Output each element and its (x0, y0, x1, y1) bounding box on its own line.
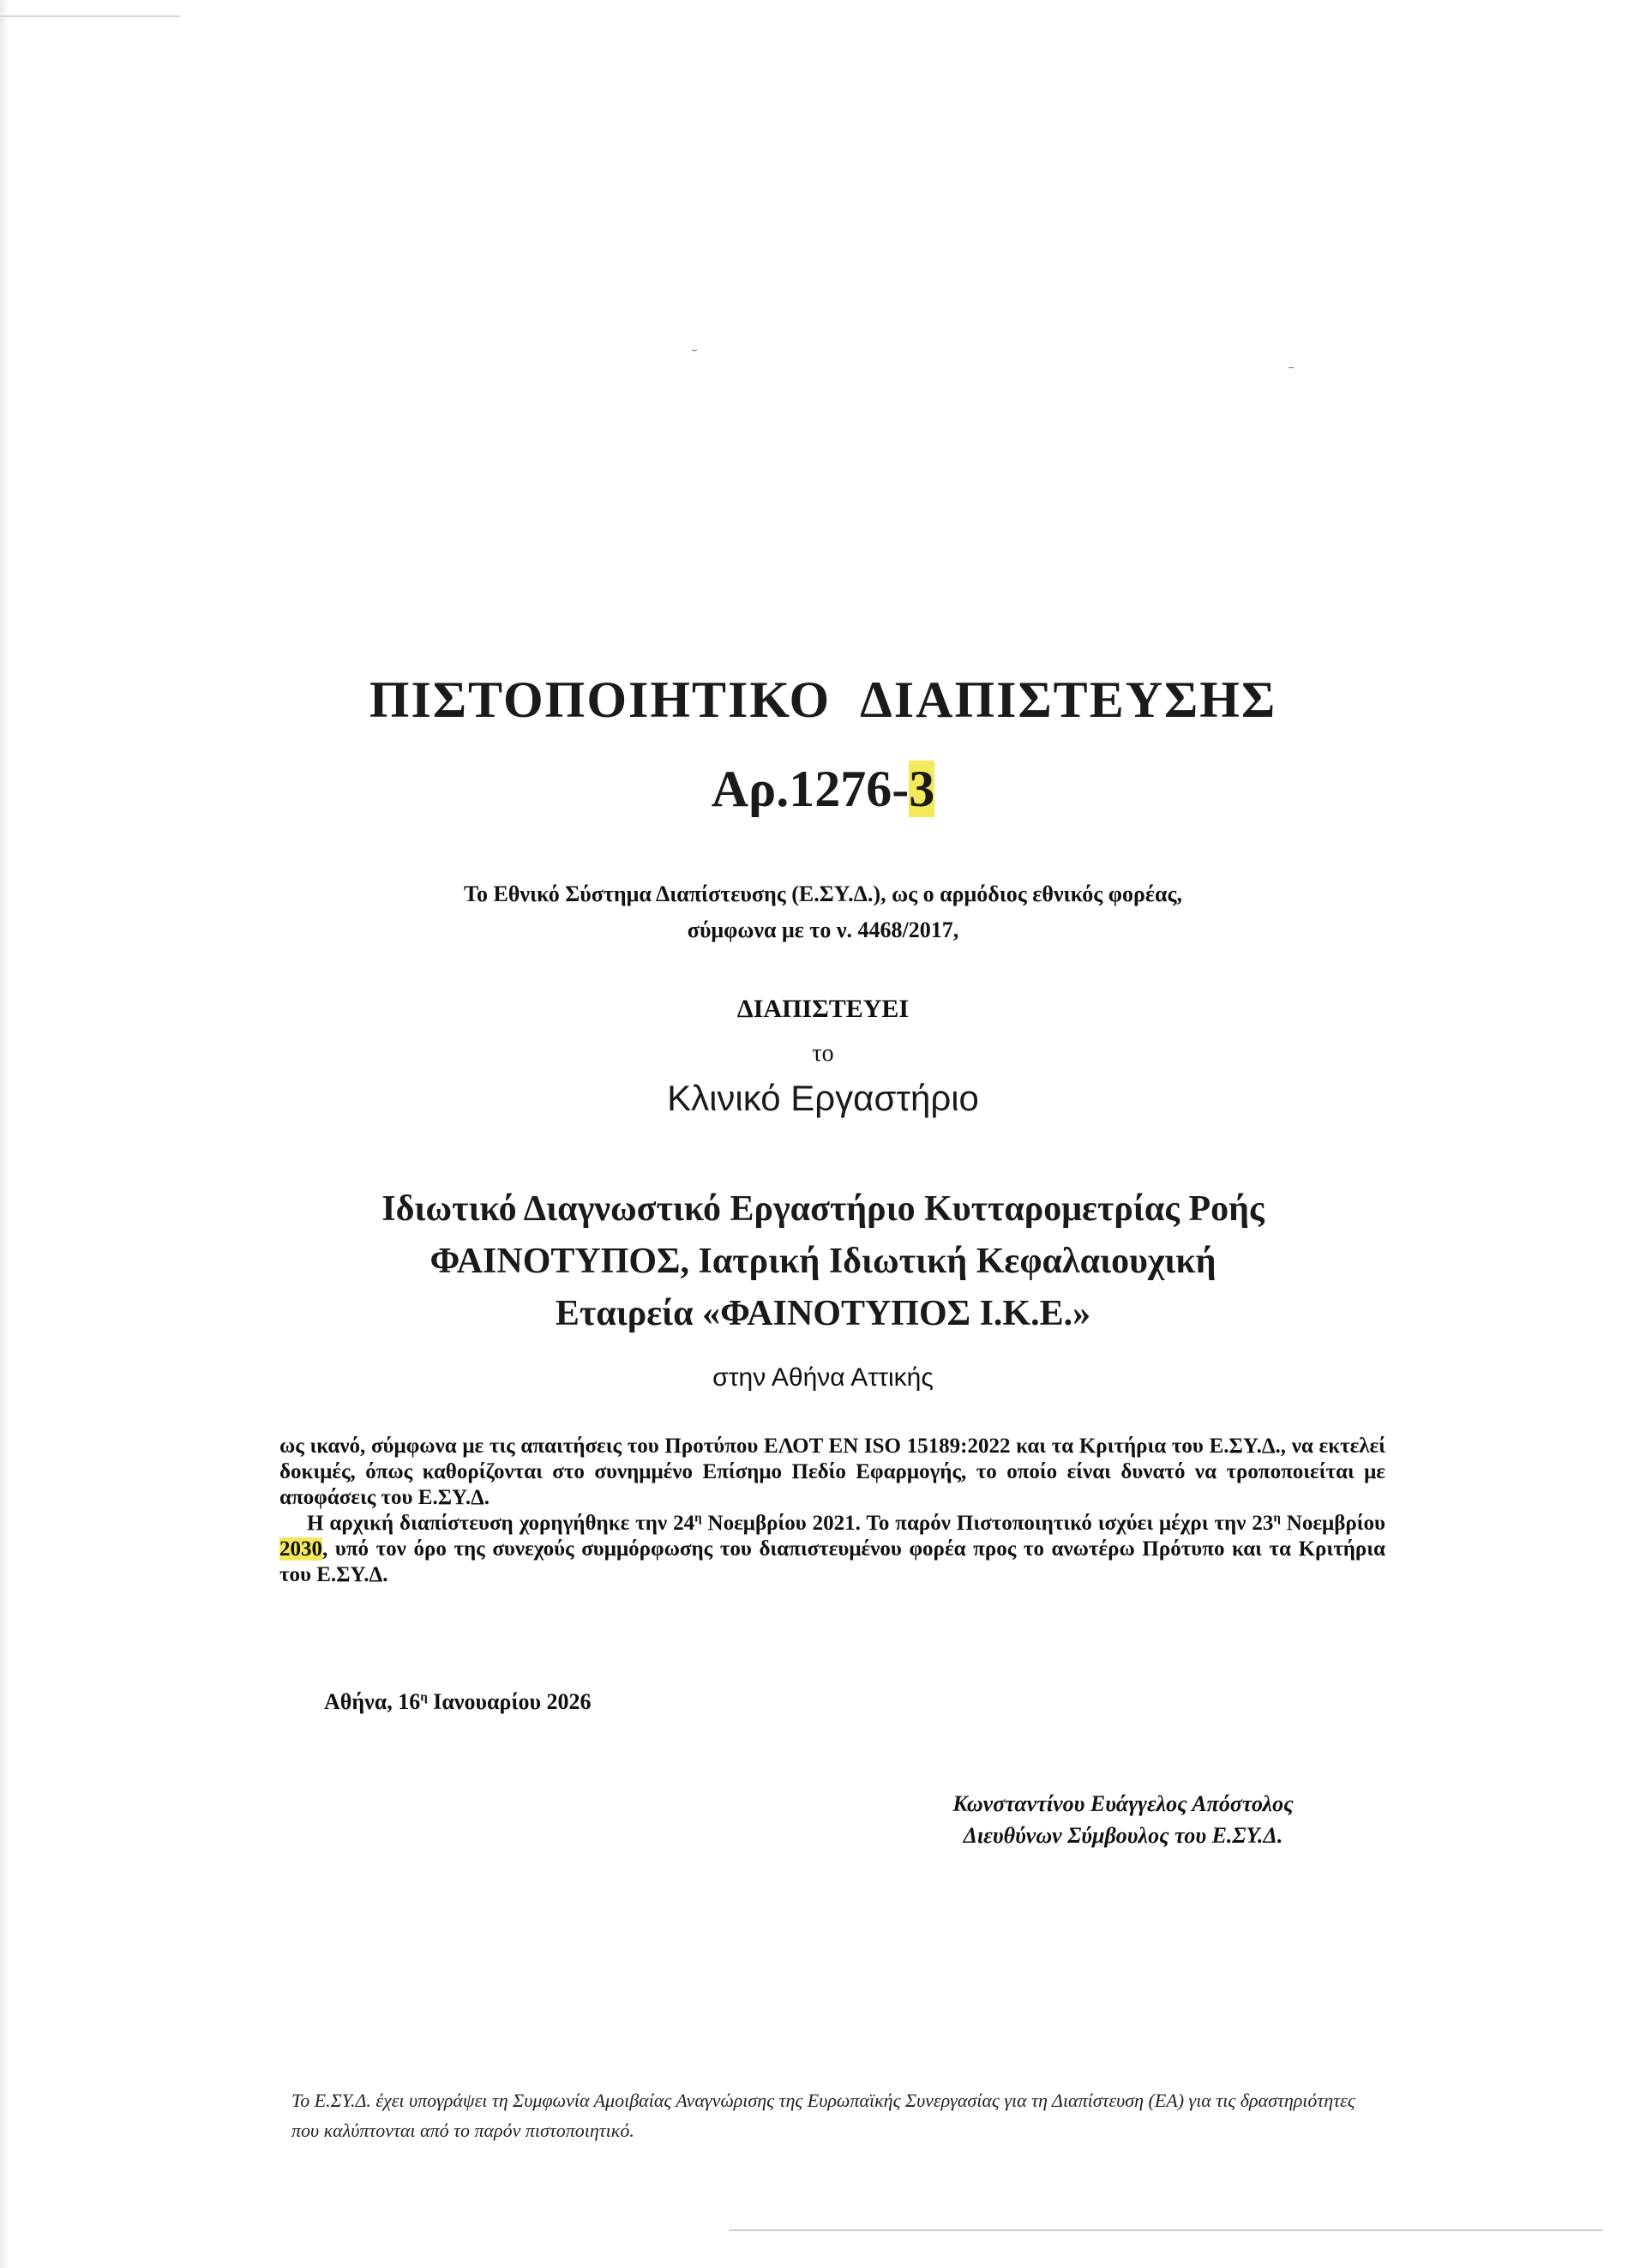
validity-paragraph (279, 1511, 1385, 1588)
intro-statement (0, 876, 1646, 948)
signatory-name: Κωνσταντίνου Ευάγγελος Απόστολος (952, 1791, 1294, 1816)
scope-paragraph: ως ικανό, σύμφωνα με τις απαιτήσεις του Προτύπου ΕΛΟΤ ΕΝ ISO 15189:2022 και τα Κριτήρια του Ε.ΣΥ.Δ., να εκτελεί δοκιμές, όπως καθορίζονται στο συνημμένο Επίσημο Πεδίο Εφαρμογής, το οποίο είναι δυνατό να τροποποιείται με αποφάσεις του Ε.ΣΥ.Δ. (279, 1435, 1385, 1509)
validity-text-3: Νοεμβρίου (1280, 1512, 1385, 1535)
signatory-role: Διευθύνων Σύμβουλος του Ε.ΣΥ.Δ. (963, 1823, 1283, 1848)
scan-edge-line (0, 15, 180, 17)
intro-line-2: σύμφωνα με το ν. 4468/2017, (687, 917, 959, 942)
entity-line-2: ΦΑΙΝΟΤΥΠΟΣ, Ιατρική Ιδιωτική Κεφαλαιουχική (430, 1242, 1216, 1281)
title-word-1: ΠΙΣΤΟΠΟΙΗΤΙΚΟ (369, 671, 832, 728)
entity-line-3: Εταιρεία «ΦΑΙΝΟΤΥΠΟΣ Ι.Κ.Ε.» (555, 1294, 1091, 1333)
footer-note: Το Ε.ΣΥ.Δ. έχει υπογράψει τη Συμφωνία Αμοιβαίας Αναγνώρισης της Ευρωπαϊκής Συνεργασίας για τη Διαπίστευση (ΕΑ) για τις δραστηριότητες που καλύπτονται από το παρόν πιστοποιητικό. (291, 2090, 1355, 2141)
certificate-title (0, 671, 1646, 730)
certificate-body (279, 1434, 1385, 1588)
ordinal-suffix: η (420, 1690, 428, 1705)
article-text: το (812, 1040, 834, 1067)
validity-text-2: Νοεμβρίου 2021. Το παρόν Πιστοποιητικό ισχύει μέχρι την 23 (701, 1512, 1274, 1535)
ordinal-suffix: η (694, 1511, 702, 1525)
validity-text-1: Η αρχική διαπίστευση χορηγήθηκε την 24 (307, 1512, 695, 1535)
title-word-2: ΔΙΑΠΙΣΤΕΥΣΗΣ (860, 671, 1277, 728)
scan-speck: ⁻ (1288, 364, 1295, 378)
lab-type: Κλινικό Εργαστήριο (667, 1078, 979, 1118)
entity-line-1: Ιδιωτικό Διαγνωστικό Εργαστήριο Κυτταρομετρίας Ροής (381, 1189, 1265, 1229)
certificate-number-prefix: Αρ.1276- (711, 761, 910, 817)
expiry-year: 2030 (279, 1537, 322, 1561)
accredits-heading: ΔΙΑΠΙΣΤΕΥΕΙ (736, 995, 910, 1023)
entity-location: στην Αθήνα Αττικής (712, 1363, 934, 1392)
signature-block (900, 1788, 1346, 1851)
issue-date (324, 1689, 592, 1715)
accredited-entity (0, 1183, 1646, 1340)
validity-text-4: , υπό τον όρο της συνεχούς συμμόρφωσης του διαπιστευμένου φορέα προς το ανωτέρω Πρότυπο και τα Κριτήρια του Ε.ΣΥ.Δ. (279, 1537, 1385, 1586)
issue-date-text-2: Ιανουαρίου 2026 (427, 1689, 592, 1714)
certificate-number (0, 760, 1646, 819)
certificate-number-suffix: 3 (909, 761, 935, 817)
issue-date-text-1: Αθήνα, 16 (324, 1689, 421, 1714)
intro-line-1: Το Εθνικό Σύστημα Διαπίστευσης (Ε.ΣΥ.Δ.), ως ο αρμόδιος εθνικός φορέας, (463, 881, 1183, 906)
bottom-rule (729, 2229, 1603, 2231)
ordinal-suffix: η (1273, 1511, 1281, 1525)
